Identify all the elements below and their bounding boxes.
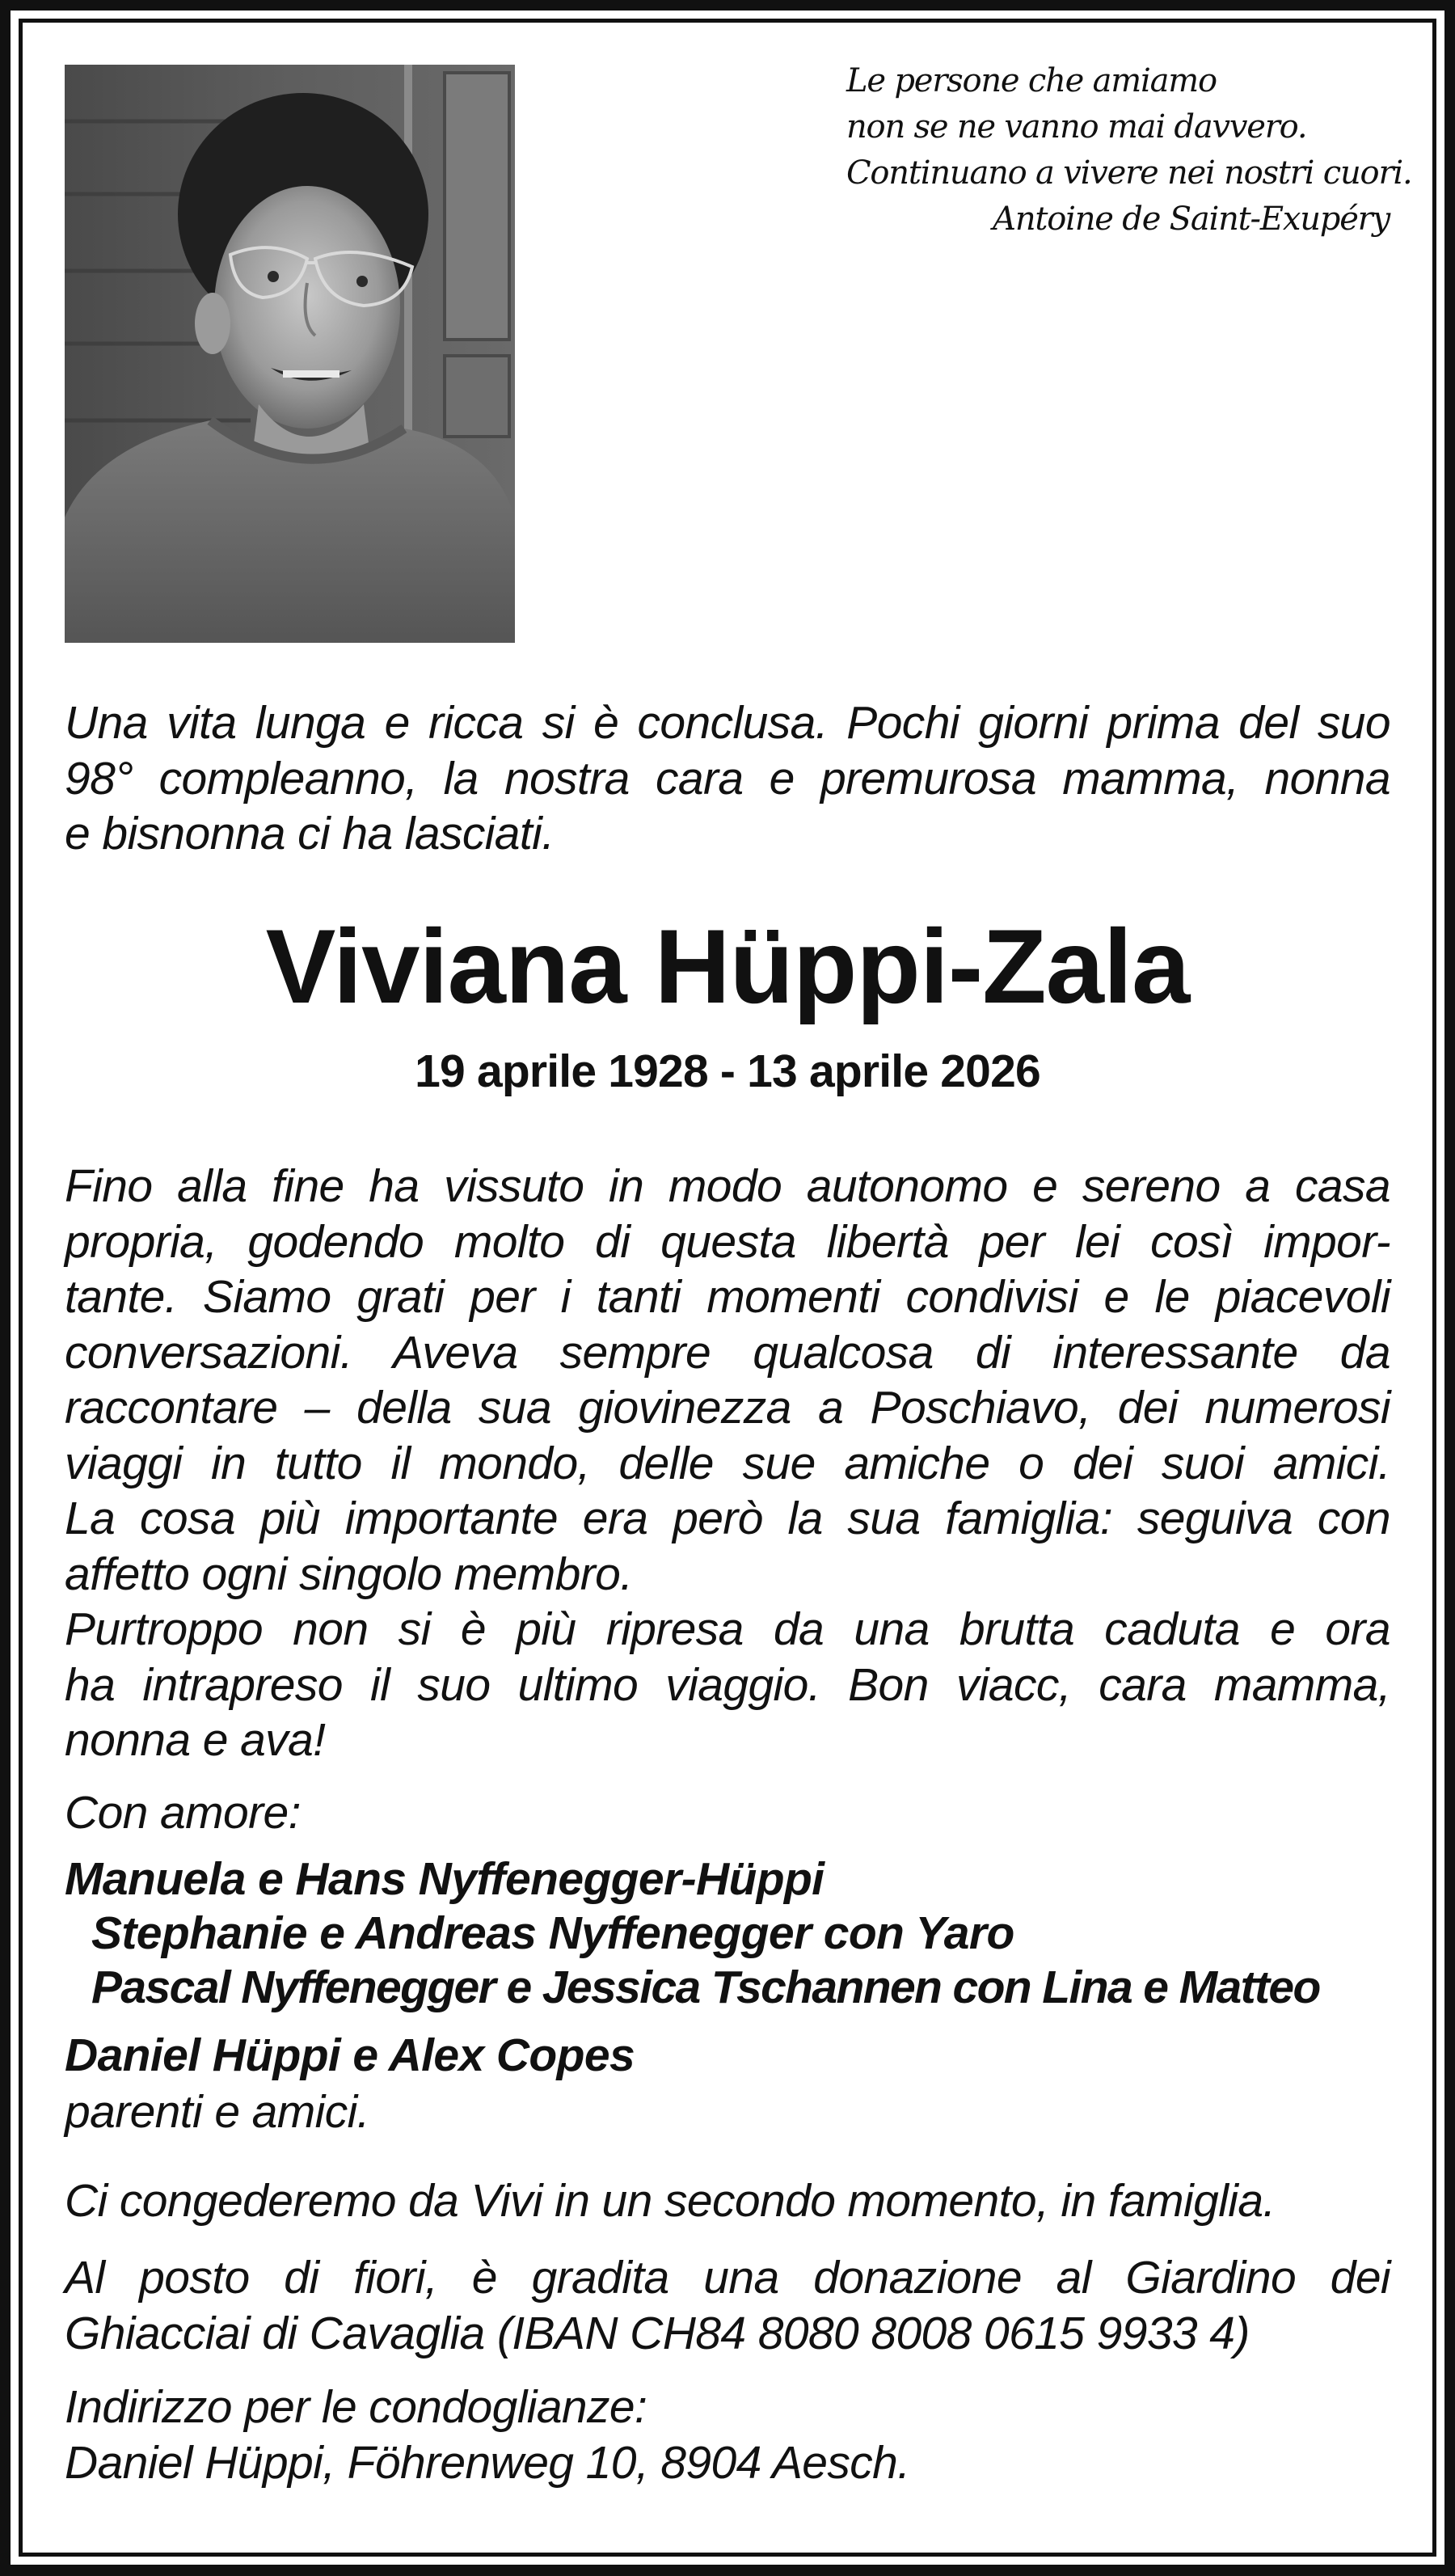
body-line: La cosa più importante era però la sua famiglia: seguiva con xyxy=(65,1493,1390,1544)
quote-author: Antoine de Saint-Exupéry xyxy=(993,201,1390,238)
condolences-address xyxy=(65,2380,1390,2490)
body-line: affetto ogni singolo membro. xyxy=(65,1548,633,1600)
life-dates: 19 aprile 1928 - 13 aprile 2026 xyxy=(415,1045,1040,1097)
body-line: raccontare – della sua giovinezza a Poschiavo, dei numerosi xyxy=(65,1382,1390,1434)
family-member: Daniel Hüppi e Alex Copes xyxy=(65,2029,635,2081)
body-line: Fino alla fine ha vissuto in modo autonomo e sereno a casa xyxy=(65,1160,1390,1212)
body-line: viaggi in tutto il mondo, delle sue amiche o dei suoi amici. xyxy=(65,1437,1390,1489)
intro-line: 98° compleanno, la nostra cara e premurosa mamma, nonna xyxy=(65,752,1390,804)
body-line: propria, godendo molto di questa libertà per lei così impor- xyxy=(65,1215,1390,1268)
epigraph-quote xyxy=(846,58,1412,243)
body-line: Purtroppo non si è più ripresa da una brutta caduta e ora xyxy=(65,1603,1390,1655)
condolences-address-line: Daniel Hüppi, Föhrenweg 10, 8904 Aesch. xyxy=(65,2436,910,2489)
deceased-name: Viviana Hüppi-Zala xyxy=(265,907,1190,1025)
intro-line: e bisnonna ci ha lasciati. xyxy=(65,808,555,859)
family-member: Manuela e Hans Nyffenegger-Hüppi xyxy=(65,1853,824,1905)
mourners-heading: Con amore: xyxy=(65,1787,301,1839)
quote-line: Continuano a vivere nei nostri cuori. xyxy=(846,154,1412,192)
family-member: Stephanie e Andreas Nyffenegger con Yaro xyxy=(91,1907,1014,1959)
condolences-label: Indirizzo per le condoglianze: xyxy=(65,2381,647,2433)
body-line: ha intrapreso il suo ultimo viaggio. Bon viacc, cara mamma, xyxy=(65,1658,1390,1711)
portrait-image xyxy=(65,65,515,643)
donation-line: Ghiacciai di Cavaglia (IBAN CH84 8080 8008 0615 9933 4) xyxy=(65,2307,1250,2359)
family-member: Pascal Nyffenegger e Jessica Tschannen con Lina e Matteo xyxy=(91,1962,1320,2013)
mourners-list xyxy=(65,1852,1390,2015)
quote-line: Le persone che amiamo xyxy=(846,62,1217,99)
donation-line: Al posto di fiori, è gradita una donazione al Giardino dei xyxy=(65,2252,1390,2304)
intro-paragraph xyxy=(65,695,1390,862)
quote-line: non se ne vanno mai davvero. xyxy=(846,108,1307,146)
body-paragraph xyxy=(65,1159,1390,1768)
intro-line: Una vita lunga e ricca si è conclusa. Pochi giorni prima del suo xyxy=(65,697,1390,749)
portrait-photo xyxy=(65,65,515,643)
body-line: nonna e ava! xyxy=(65,1714,326,1766)
body-line: conversazioni. Aveva sempre qualcosa di interessante da xyxy=(65,1326,1390,1379)
body-line: tante. Siamo grati per i tanti momenti condivisi e le piacevoli xyxy=(65,1271,1390,1323)
farewell-notice: Ci congederemo da Vivi in un secondo momento, in famiglia. xyxy=(65,2175,1276,2227)
donation-notice xyxy=(65,2250,1390,2361)
relatives-and-friends: parenti e amici. xyxy=(65,2086,369,2138)
